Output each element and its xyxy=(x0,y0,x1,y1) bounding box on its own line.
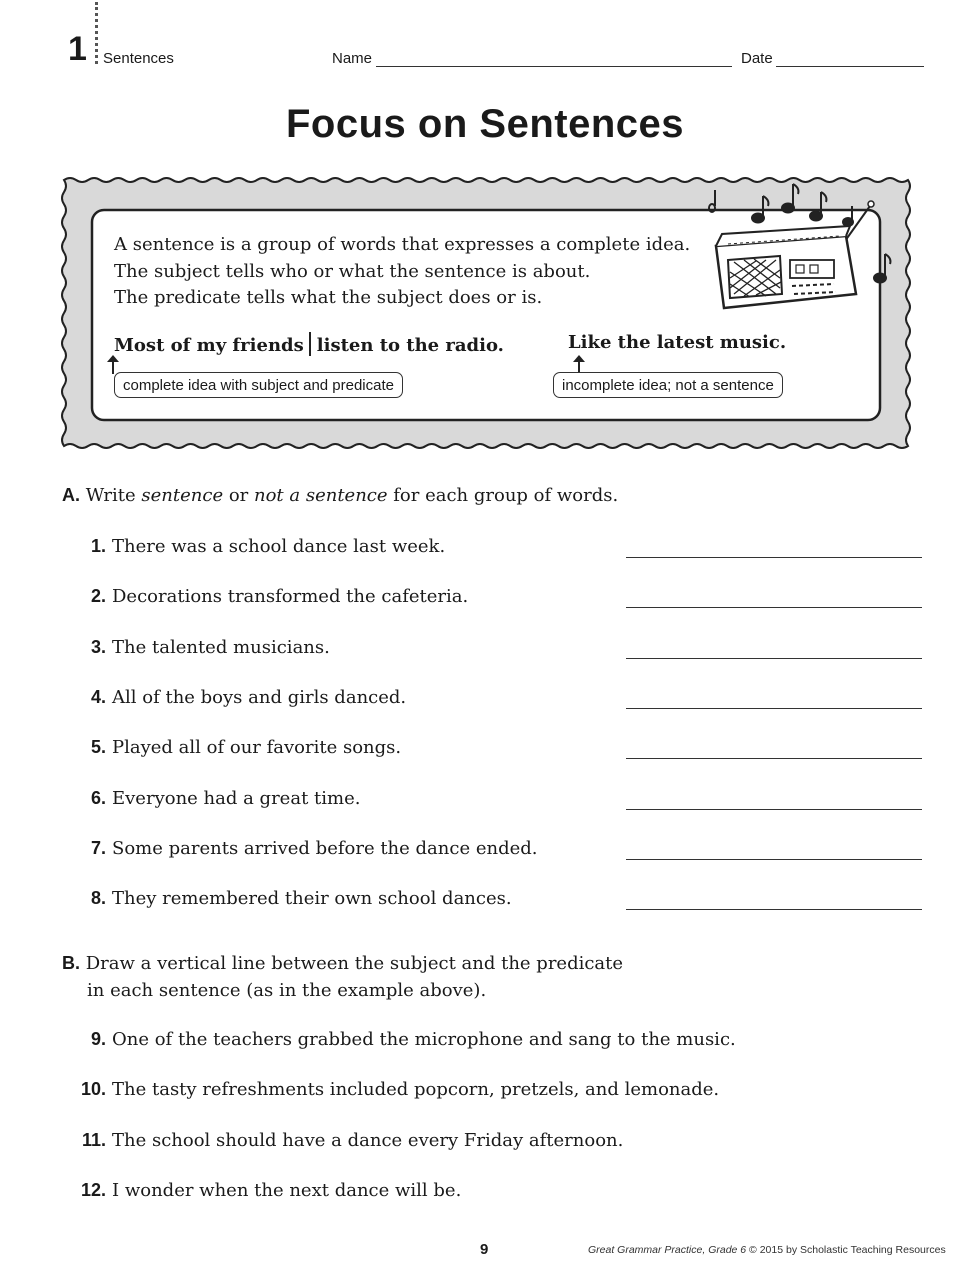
date-field[interactable] xyxy=(776,66,924,67)
list-item xyxy=(84,788,360,809)
item-number: 7. xyxy=(90,837,106,858)
item-number: 2. xyxy=(90,586,106,607)
answer-line[interactable] xyxy=(626,607,922,608)
section-b-letter: B. xyxy=(62,953,80,973)
item-number: 12. xyxy=(80,1179,106,1200)
item-text: Some parents arrived before the dance ended. xyxy=(112,837,538,859)
instruction-emphasis: sentence xyxy=(141,485,224,506)
page-title: Focus on Sentences xyxy=(286,102,684,146)
item-number: 8. xyxy=(90,888,106,909)
name-label: Name xyxy=(332,50,373,67)
page-number: 9 xyxy=(480,1241,489,1258)
example-subject: Most of my friends xyxy=(114,335,304,356)
intro-line-1: A sentence is a group of words that expresses a complete idea. xyxy=(114,234,691,255)
list-item xyxy=(72,1029,736,1050)
list-item xyxy=(84,687,406,708)
tag-complete: complete idea with subject and predicate xyxy=(114,372,403,398)
instruction-text: or xyxy=(223,485,254,506)
arrow-up-icon xyxy=(104,354,122,374)
section-a-instruction xyxy=(62,485,618,506)
unit-divider xyxy=(95,2,98,64)
item-number: 3. xyxy=(90,636,106,657)
name-field[interactable] xyxy=(376,66,732,67)
example-sentence xyxy=(114,332,504,356)
list-item xyxy=(72,1130,623,1151)
item-text: All of the boys and girls danced. xyxy=(112,686,407,708)
unit-name: Sentences xyxy=(103,50,174,67)
item-text: The talented musicians. xyxy=(112,636,330,658)
instruction-text: Draw a vertical line between the subject and the predicate xyxy=(85,953,624,974)
answer-line[interactable] xyxy=(626,909,922,910)
item-number: 6. xyxy=(90,787,106,808)
example-predicate: listen to the radio. xyxy=(316,335,504,356)
example-fragment: Like the latest music. xyxy=(568,332,787,353)
item-text[interactable]: The tasty refreshments included popcorn, pretzels, and lemonade. xyxy=(112,1079,720,1101)
item-text[interactable]: One of the teachers grabbed the microphone and sang to the music. xyxy=(112,1029,736,1050)
tag-incomplete: incomplete idea; not a sentence xyxy=(553,372,783,398)
instruction-text: Write xyxy=(85,485,142,506)
item-text[interactable]: The school should have a dance every Friday afternoon. xyxy=(112,1129,624,1151)
intro-line-3: The predicate tells what the subject does or is. xyxy=(114,287,543,308)
item-number: 9. xyxy=(90,1029,106,1049)
list-item xyxy=(84,838,538,859)
unit-number: 1 xyxy=(68,30,87,68)
list-item xyxy=(84,637,330,658)
item-number: 1. xyxy=(90,536,106,556)
item-text: Played all of our favorite songs. xyxy=(112,737,402,759)
section-a-letter: A. xyxy=(62,485,80,505)
intro-line-2: The subject tells who or what the sentence is about. xyxy=(114,261,591,282)
item-text[interactable]: I wonder when the next dance will be. xyxy=(112,1179,462,1201)
item-text: There was a school dance last week. xyxy=(112,536,446,557)
book-title: Great Grammar Practice, Grade 6 xyxy=(588,1244,747,1256)
answer-line[interactable] xyxy=(626,708,922,709)
subject-predicate-divider xyxy=(309,332,311,356)
answer-line[interactable] xyxy=(626,658,922,659)
answer-line[interactable] xyxy=(626,758,922,759)
radio-illustration xyxy=(700,176,900,326)
copyright: © 2015 by Scholastic Teaching Resources xyxy=(746,1244,946,1256)
instruction-emphasis: not a sentence xyxy=(254,485,388,506)
section-b-instruction-line-2: in each sentence (as in the example above). xyxy=(87,980,487,1001)
item-number: 5. xyxy=(90,737,106,758)
list-item xyxy=(72,1079,719,1100)
list-item xyxy=(84,536,445,557)
item-text: Everyone had a great time. xyxy=(112,787,361,809)
list-item xyxy=(84,737,401,758)
item-text: They remembered their own school dances. xyxy=(112,888,512,910)
answer-line[interactable] xyxy=(626,809,922,810)
section-b-instruction xyxy=(62,953,623,974)
instruction-text: for each group of words. xyxy=(387,485,619,506)
item-number: 4. xyxy=(90,686,106,707)
item-number: 10. xyxy=(80,1079,106,1100)
list-item xyxy=(84,888,512,909)
footer-credit xyxy=(588,1244,946,1256)
list-item xyxy=(84,586,468,607)
answer-line[interactable] xyxy=(626,557,922,558)
list-item xyxy=(72,1180,461,1201)
answer-line[interactable] xyxy=(626,859,922,860)
item-number: 11. xyxy=(81,1129,106,1150)
date-label: Date xyxy=(741,50,773,67)
arrow-up-icon xyxy=(570,354,588,374)
item-text: Decorations transformed the cafeteria. xyxy=(112,586,469,608)
